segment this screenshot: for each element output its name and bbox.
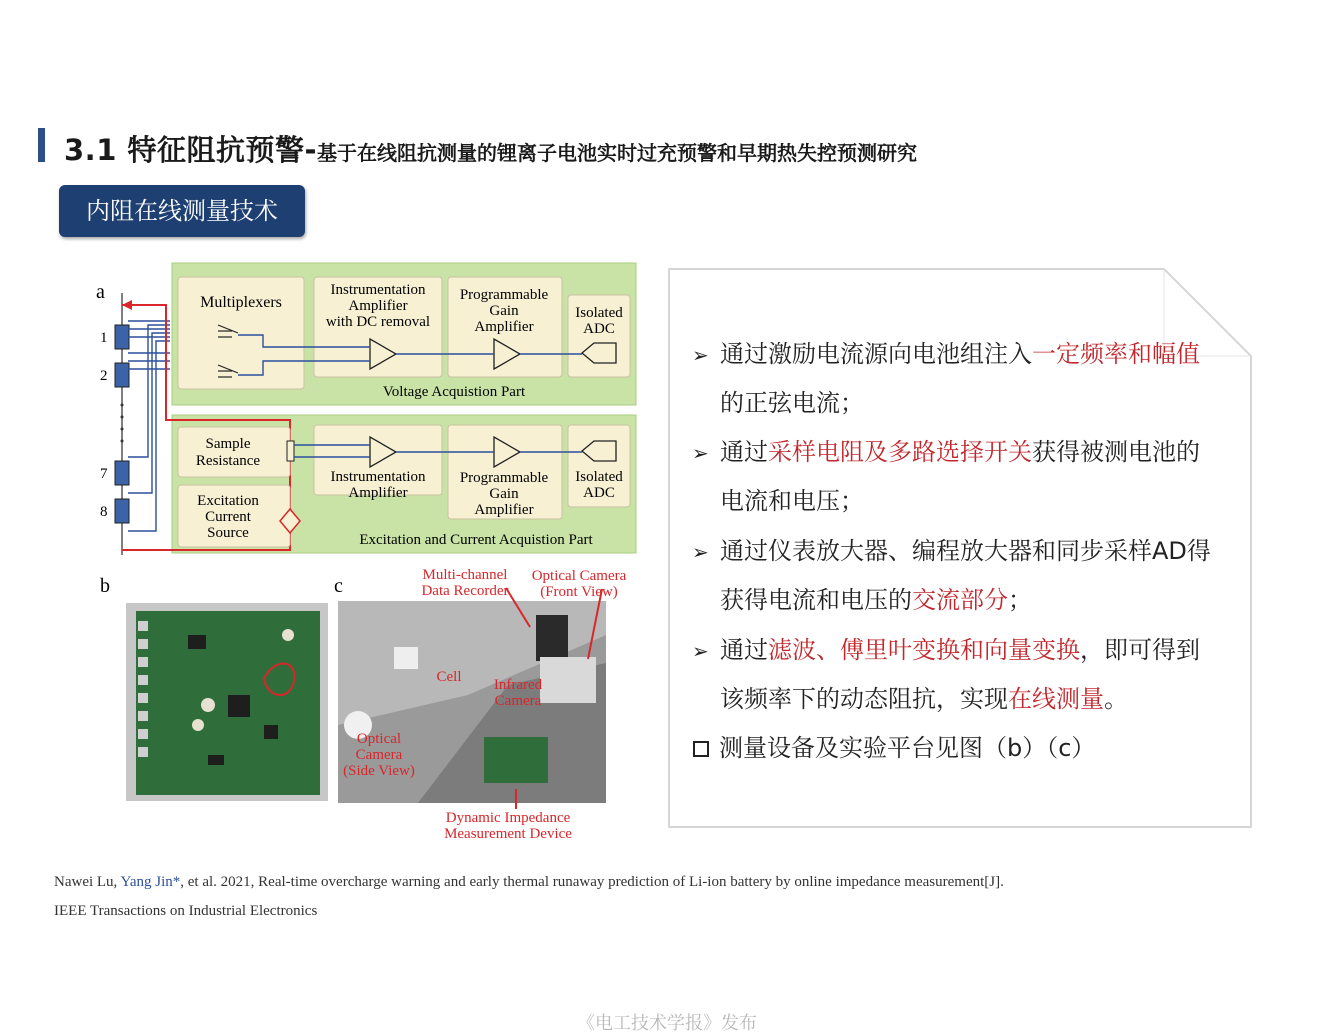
cell-number-7: 7 [100, 466, 108, 482]
photo-c-optical-side-line2: Camera [355, 747, 403, 763]
bullet-item-4 [692, 632, 1200, 668]
voltage-inst-amp-line1: Instrumentation [330, 282, 426, 298]
photo-c-optical-front-line1: Optical Camera [531, 568, 627, 584]
ref-author1: Nawei Lu, [54, 874, 121, 890]
voltage-pga-line1: Programmable [459, 287, 549, 303]
current-part-caption: Excitation and Current Acquistion Part [359, 532, 593, 548]
arrow-bullet-icon: ➢ [692, 540, 709, 564]
photo-c-optical-front-line2: (Front View) [540, 584, 618, 600]
b4-s0: 通过仪表放大器、编程放大器和同步采样AD得 [720, 537, 1211, 565]
panel-label-c: c [334, 575, 343, 597]
photo-c-recorder-line2: Data Recorder [421, 583, 509, 599]
photo-c-recorder-line1: Multi-channel [422, 567, 508, 583]
title-main: 3.1 特征阻抗预警- [64, 133, 318, 167]
b5-s0: 获得电流和电压的 [720, 586, 912, 614]
photo-c-device-line2: Measurement Device [444, 826, 572, 842]
bullet-item-2-cont [720, 483, 864, 519]
b2-s0: 通过 [720, 438, 768, 466]
photo-c-recorder [536, 615, 568, 661]
b8-s0: 测量设备及实验平台见图（b）（c） [719, 734, 1096, 762]
voltage-adc-line1: Isolated [575, 305, 623, 321]
sample-resistance-box [178, 427, 290, 477]
current-pga-line2: Gain [489, 486, 519, 502]
reference-line-1 [54, 874, 1004, 891]
arrow-bullet-icon: ➢ [692, 441, 709, 465]
b6-s2: ，即可得到 [1080, 636, 1200, 664]
excitation-source-line1: Excitation [197, 493, 259, 509]
photo-c-cell [394, 647, 418, 669]
photo-c-infrared-line1: Infrared [493, 677, 543, 693]
arrow-bullet-icon: ➢ [692, 639, 709, 663]
b5-s1: 交流部分 [912, 586, 1008, 614]
photo-c-optical-side-line3: (Side View) [343, 763, 415, 779]
b3-s0: 电流和电压； [720, 487, 864, 515]
cell-1 [115, 325, 129, 349]
cell-number-1: 1 [100, 330, 108, 346]
measurement-figure [88, 255, 648, 850]
sample-resistance-line2: Resistance [195, 453, 261, 469]
b0-s0: 通过激励电流源向电池组注入 [720, 340, 1032, 368]
cell-number-8: 8 [100, 504, 108, 520]
multiplexers-label: Multiplexers [200, 294, 282, 311]
title-sub: 基于在线阻抗测量的锂离子电池实时过充预警和早期热失控预测研究 [317, 141, 918, 165]
title-accent-bar [38, 128, 45, 162]
cell-2 [115, 363, 129, 387]
bullet-item-2 [692, 434, 1200, 470]
figure-svg [88, 255, 648, 850]
photo-c-optical-side-line1: Optical [356, 731, 402, 747]
photo-c-cell-label: Cell [436, 669, 462, 685]
photo-c-device [484, 737, 548, 783]
b1-s0: 的正弦电流； [720, 389, 864, 417]
square-bullet-icon [693, 741, 709, 757]
bullet-item-1-cont [720, 385, 864, 421]
excitation-source-line3: Source [207, 525, 249, 541]
sample-resistance-line1: Sample [205, 436, 251, 452]
page-title [64, 128, 917, 168]
ref-author2: Yang Jin* [120, 874, 181, 890]
resistor-symbol [287, 441, 294, 461]
b2-s1: 采样电阻及多路选择开关 [768, 438, 1032, 466]
current-pga-line1: Programmable [459, 470, 549, 486]
voltage-adc-line2: ADC [583, 321, 615, 337]
bullet-item-3-cont [720, 582, 1032, 618]
b7-s2: 。 [1104, 685, 1128, 713]
b5-s2: ； [1008, 586, 1032, 614]
cell-8 [115, 499, 129, 523]
cell-7 [115, 461, 129, 485]
bullet-item-5 [692, 730, 1095, 766]
ref-rest: , et al. 2021, Real-time overcharge warning and early thermal runaway prediction of Li-ion battery by online impedance measurement[J]. [180, 874, 1004, 890]
current-adc-line2: ADC [583, 485, 615, 501]
panel-label-b: b [100, 575, 110, 597]
b7-s1: 在线测量 [1008, 685, 1104, 713]
reference-journal: IEEE Transactions on Industrial Electronics [54, 903, 318, 919]
panel-label-a: a [96, 281, 105, 303]
b6-s0: 通过 [720, 636, 768, 664]
photo-c-device-line1: Dynamic Impedance [445, 810, 571, 826]
sense-wires [128, 321, 170, 531]
excitation-source-line2: Current [205, 509, 251, 525]
voltage-pga-line2: Gain [489, 303, 519, 319]
current-inst-amp-line2: Amplifier [348, 485, 408, 501]
cell-number-2: 2 [100, 368, 108, 384]
current-pga-line3: Amplifier [474, 502, 534, 518]
photo-c-infrared-box [540, 657, 596, 703]
voltage-inst-amp-line2: Amplifier [348, 298, 408, 314]
b6-s1: 滤波、傅里叶变换和向量变换 [768, 636, 1080, 664]
bullet-item-3 [692, 533, 1211, 569]
voltage-pga-line3: Amplifier [474, 319, 534, 335]
excitation-arrow [122, 300, 132, 310]
bullet-item-4-cont [720, 681, 1128, 717]
voltage-inst-amp-line3: with DC removal [325, 314, 431, 330]
b7-s0: 该频率下的动态阻抗，实现 [720, 685, 1008, 713]
voltage-part-caption: Voltage Acquistion Part [382, 384, 526, 400]
bullet-item-1 [692, 336, 1200, 372]
b0-s1: 一定频率和幅值 [1032, 340, 1200, 368]
footer-source: 《电工技术学报》发布 [577, 1013, 757, 1034]
arrow-bullet-icon: ➢ [692, 343, 709, 367]
photo-c-infrared-line2: Camera [494, 693, 542, 709]
current-adc-line1: Isolated [575, 469, 623, 485]
b2-s2: 获得被测电池的 [1032, 438, 1200, 466]
section-label: 内阻在线测量技术 [59, 185, 305, 237]
current-inst-amp-line1: Instrumentation [330, 469, 426, 485]
